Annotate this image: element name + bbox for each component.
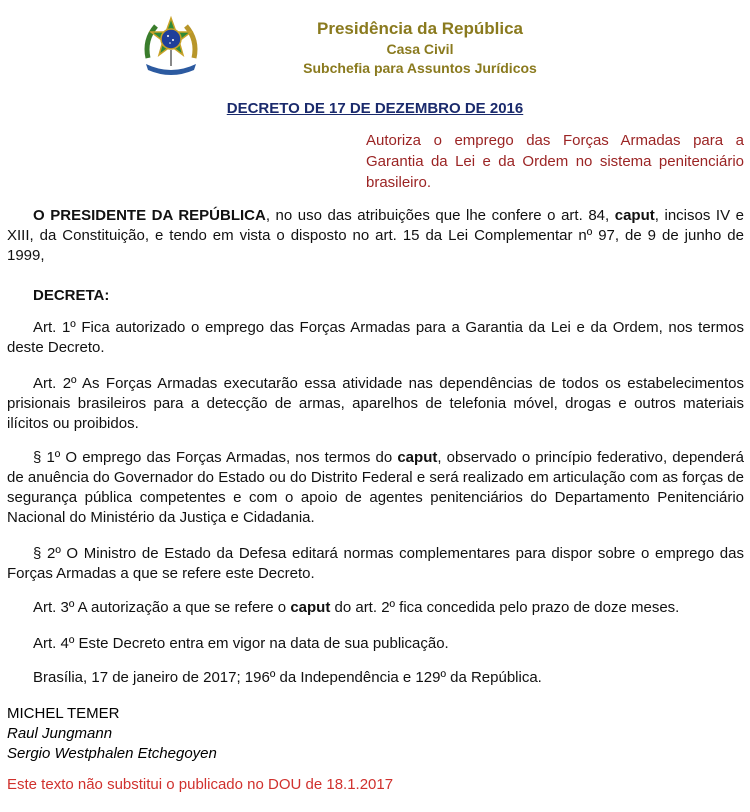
paragraph-1: [7, 448, 744, 528]
footer-note: Este texto não substitui o publicado no DOU de 18.1.2017: [7, 776, 394, 793]
decree-title[interactable]: [0, 100, 750, 117]
art3-text-b: do art. 2º fica concedida pelo prazo de doze meses.: [330, 599, 680, 616]
header-casa-civil: Casa Civil: [386, 41, 454, 57]
art3-text-a: Art. 3º A autorização a que se refere o: [33, 599, 291, 616]
signature-second: Raul Jungmann: [7, 725, 113, 742]
header-subchefia: Subchefia para Assuntos Jurídicos: [303, 60, 537, 76]
date-location: Brasília, 17 de janeiro de 2017; 196º da Independência e 129º da República.: [33, 669, 542, 686]
par1-text-a: § 1º O emprego das Forças Armadas, nos termos do: [33, 449, 398, 466]
signature-president: MICHEL TEMER: [7, 705, 120, 722]
intro-caput: caput: [614, 207, 655, 224]
intro-text-b: , incisos IV e XIII, da Constituição, e tendo em vista o disposto no art. 15 da Lei Complementar nº 97, de 9 de junho de 1999,: [7, 207, 744, 264]
par1-text-b: , observado o princípio federativo, dependerá de anuência do Governador do Estado ou do Distrito Federal e será realizado em articulação com as forças de segurança pública competentes e com o apoio de agentes penitenciários do Departamento Penitenciário Nacional do Ministério da Justiça e Cidadania.: [7, 449, 744, 526]
ementa: Autoriza o emprego das Forças Armadas para a Garantia da Lei e da Ordem no sistema penitenciário brasileiro.: [366, 132, 744, 191]
signature-third: Sergio Westphalen Etchegoyen: [7, 745, 217, 762]
signatures: [7, 704, 217, 764]
document-header: [0, 0, 750, 92]
brazil-coat-of-arms-icon: [138, 14, 204, 80]
intro-lead: O PRESIDENTE DA REPÚBLICA: [33, 207, 266, 224]
intro-text-a: , no uso das atribuições que lhe confere o art. 84,: [265, 207, 615, 224]
article-2: Art. 2º As Forças Armadas executarão essa atividade nas dependências de todos os estabelecimentos prisionais brasileiros para a detecção de armas, aparelhos de telefonia móvel, drogas e outros materiais ilícitos ou proibidos.: [7, 375, 744, 432]
article-3: [7, 598, 744, 618]
article-4: Art. 4º Este Decreto entra em vigor na data de sua publicação.: [33, 635, 449, 652]
intro-paragraph: [7, 206, 744, 266]
par1-caput: caput: [397, 449, 438, 466]
header-text: [270, 18, 570, 78]
article-1: Art. 1º Fica autorizado o emprego das Forças Armadas para a Garantia da Lei e da Ordem, nos termos deste Decreto.: [7, 319, 744, 356]
art3-caput: caput: [290, 599, 331, 616]
header-presidencia: Presidência da República: [317, 19, 523, 38]
decreta-heading: DECRETA:: [33, 287, 110, 304]
decree-title-link[interactable]: DECRETO DE 17 DE DEZEMBRO DE 2016: [226, 100, 524, 117]
paragraph-2: § 2º O Ministro de Estado da Defesa editará normas complementares para dispor sobre o emprego das Forças Armadas a que se refere este Decreto.: [7, 545, 744, 582]
